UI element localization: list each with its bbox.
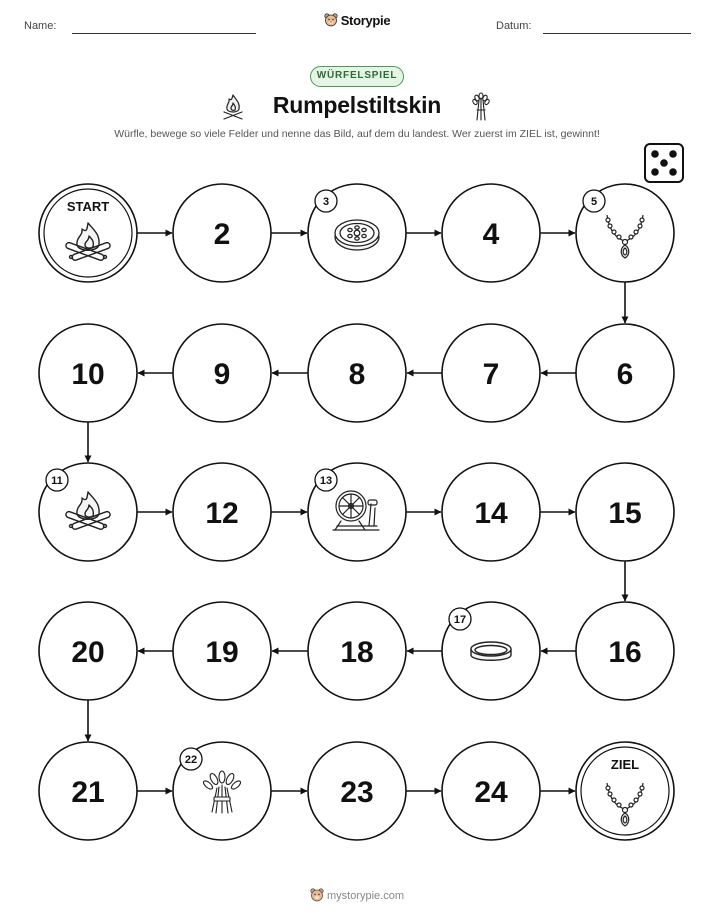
board-space-6 [576,324,674,422]
space-number: 22 [184,754,198,766]
gold-ring-icon [471,642,511,660]
goal-label: ZIEL [610,757,640,772]
board-space-21 [39,742,137,840]
board-space-16 [576,602,674,700]
board-space-11 [39,463,137,561]
board-space-14 [442,463,540,561]
space-number: 8 [348,358,366,391]
space-number: 12 [205,497,239,530]
board-space-7 [442,324,540,422]
footer-url[interactable]: mystorypie.com [326,890,405,902]
space-number: 7 [482,358,500,391]
board-space-8 [308,324,406,422]
board-space-17 [442,602,540,700]
board-space-23 [308,742,406,840]
board-space-13 [308,463,406,561]
space-number: 11 [51,475,63,487]
space-number: 14 [474,497,508,530]
space-number: 16 [608,636,642,669]
game-type-badge: WÜRFELSPIEL [310,66,404,87]
space-number: 21 [71,776,105,809]
start-label: START [66,199,110,214]
board-space-18 [308,602,406,700]
board-space-3 [308,184,406,282]
board-space-2 [173,184,271,282]
footer-bear-icon [310,888,324,902]
board-space-25 [576,742,674,840]
space-number: 5 [590,196,598,208]
board-space-5 [576,184,674,282]
space-number: 15 [608,497,642,530]
page-title: Rumpelstiltskin [272,92,442,118]
board-space-24 [442,742,540,840]
board-space-12 [173,463,271,561]
board-space-10 [39,324,137,422]
brand-name: Storypie [340,13,391,28]
board-space-4 [442,184,540,282]
date-label: Datum: [496,20,532,32]
space-number: 19 [205,636,239,669]
space-number: 23 [340,776,374,809]
space-number: 13 [319,475,333,487]
board-space-20 [39,602,137,700]
board-space-1 [39,184,137,282]
board-space-22 [173,742,271,840]
board-space-15 [576,463,674,561]
footer [0,888,714,902]
space-number: 10 [71,358,105,391]
space-number: 2 [213,218,231,251]
space-number: 24 [474,776,508,809]
space-number: 9 [213,358,231,391]
gold-coin-icon [335,220,379,250]
space-number: 6 [616,358,634,391]
name-label: Name: [24,20,57,32]
board-space-19 [173,602,271,700]
space-number: 20 [71,636,105,669]
space-number: 3 [322,196,330,208]
space-number: 17 [453,614,467,626]
space-number: 4 [482,218,500,251]
space-number: 18 [340,636,374,669]
board-space-9 [173,324,271,422]
instructions: Würfle, bewege so viele Felder und nenne das Bild, auf dem du landest. Wer zuerst im ZIEL ist, gewinnt! [114,128,600,140]
